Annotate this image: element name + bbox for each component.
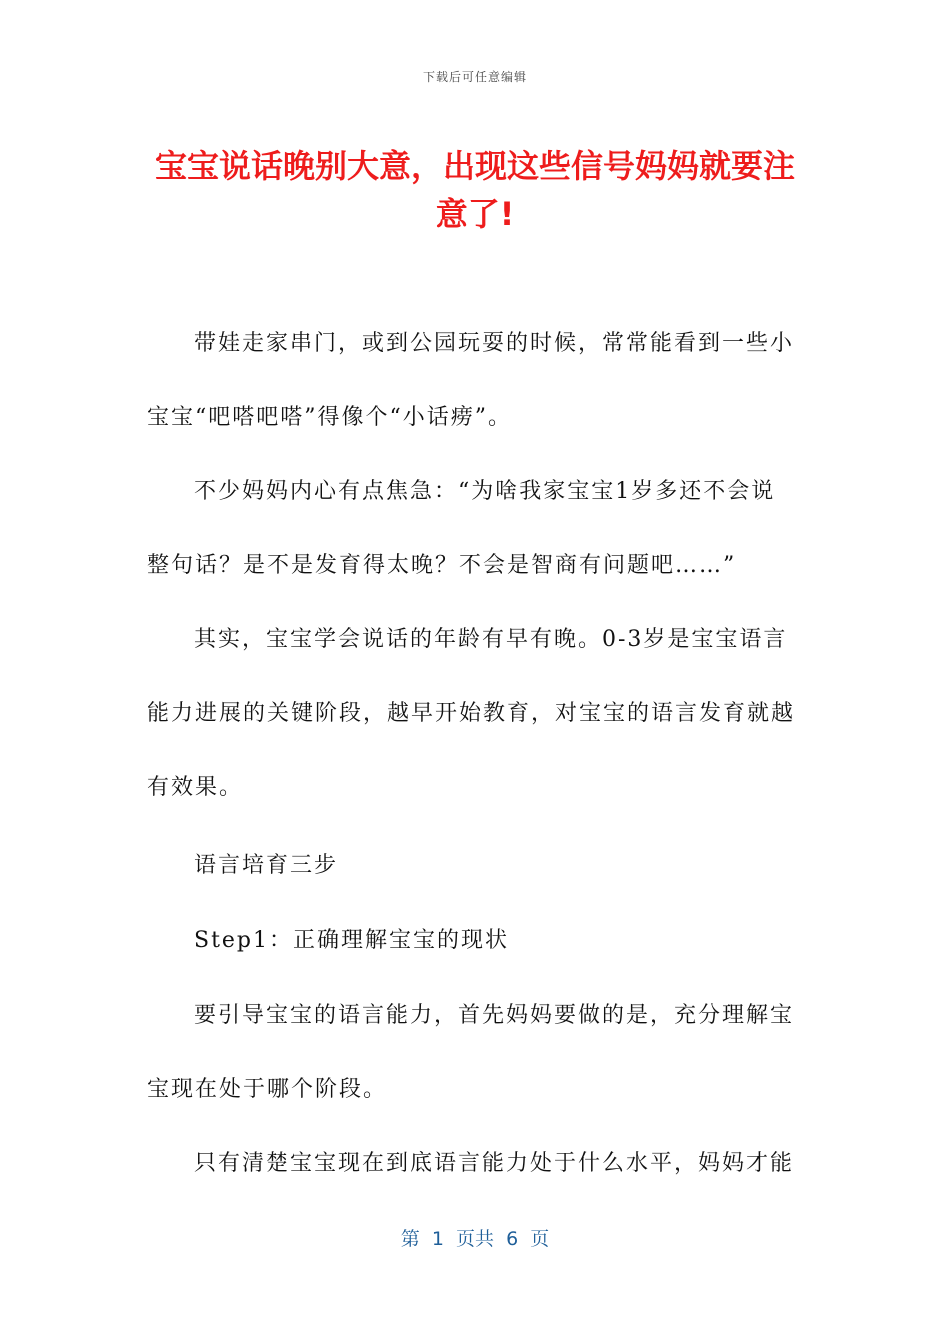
step-heading: Step1：正确理解宝宝的现状 [194, 928, 510, 953]
header-note: 下载后可任意编辑 [422, 70, 527, 84]
paragraph: 要引导宝宝的语言能力，首先妈妈要做的是，充分理解宝宝现在处于哪个阶段。 [147, 1003, 795, 1102]
page-number-footer: 第 1 页共 6 页 [400, 1228, 550, 1250]
paragraph: 只有清楚宝宝现在到底语言能力处于什么水平，妈妈才能 [194, 1151, 795, 1176]
document-title: 宝宝说话晚别大意，出现这些信号妈妈就要注意了! [154, 147, 795, 233]
paragraph: 带娃走家串门，或到公园玩耍的时候，常常能看到一些小宝宝“吧嗒吧嗒”得像个“小话痨”。 [147, 331, 795, 430]
paragraph: 不少妈妈内心有点焦急：“为啥我家宝宝1岁多还不会说整句话？是不是发育得太晚？不会是智商有问题吧……” [147, 479, 776, 578]
paragraph: 其实，宝宝学会说话的年龄有早有晚。0-3岁是宝宝语言能力进展的关键阶段，越早开始教育，对宝宝的语言发育就越有效果。 [147, 627, 796, 800]
section-heading: 语言培育三步 [194, 853, 339, 878]
